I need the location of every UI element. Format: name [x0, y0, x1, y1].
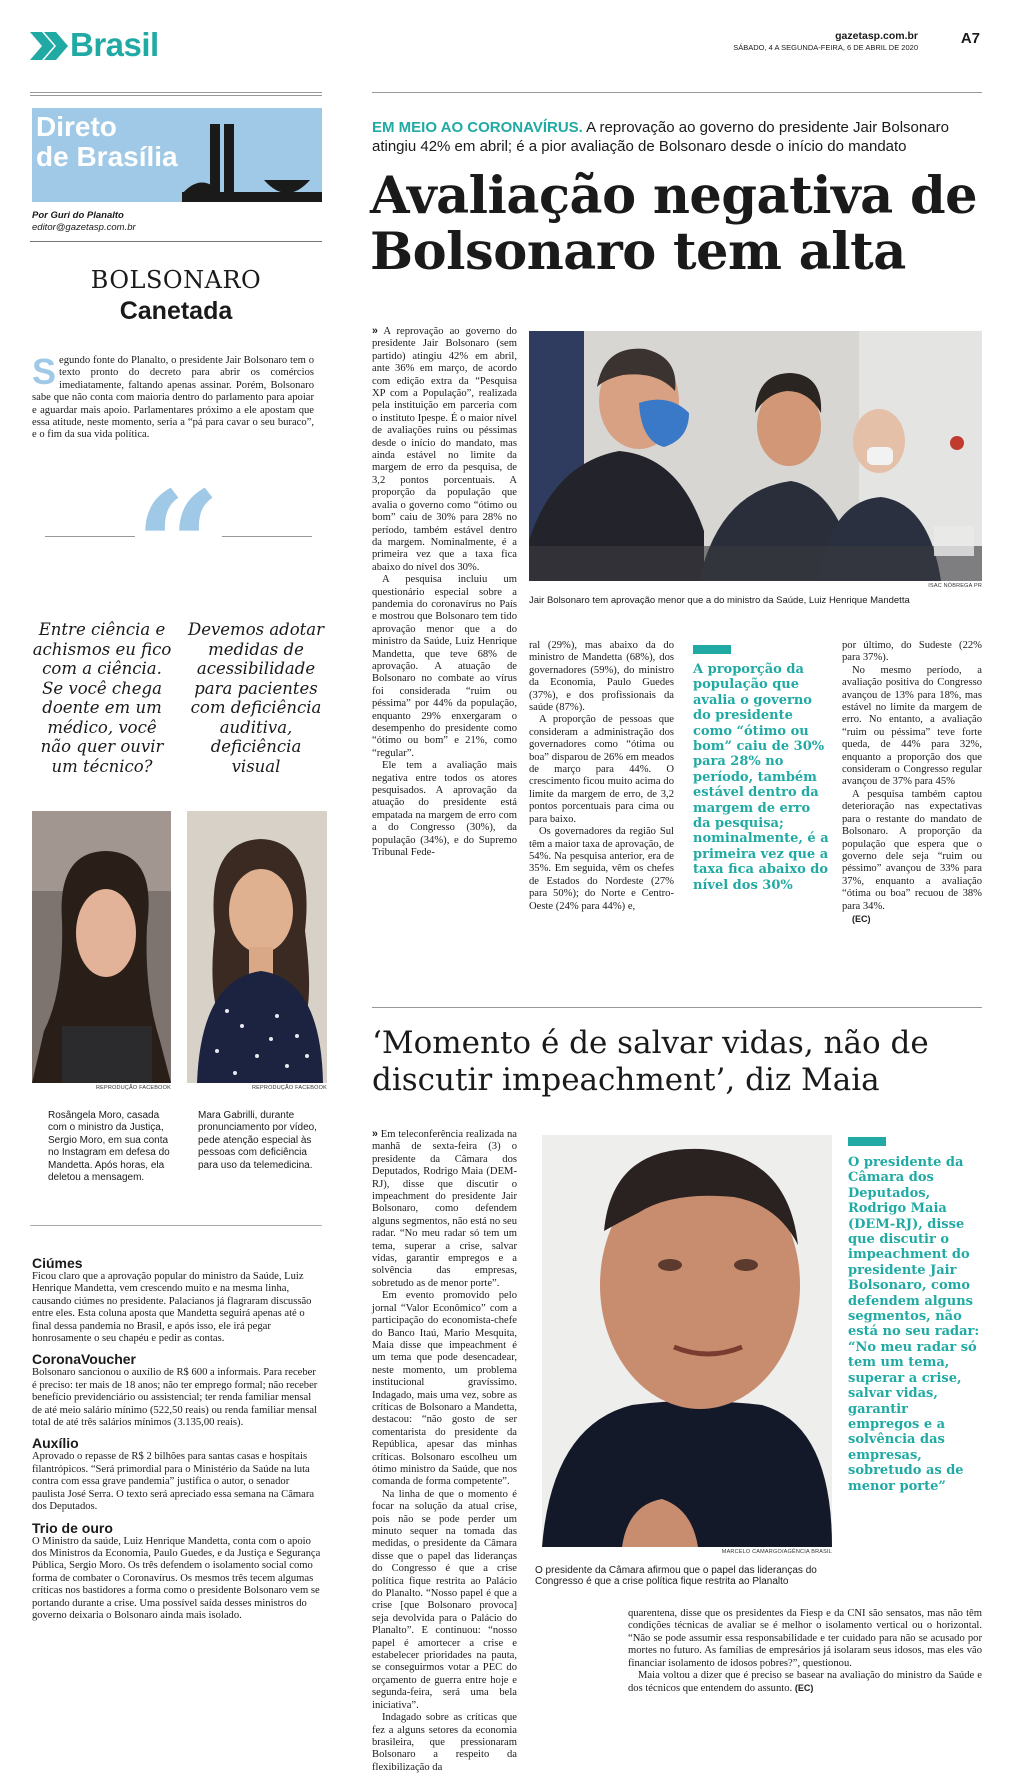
column-notes: [32, 1255, 322, 1628]
article1-kicker: EM MEIO AO CORONAVÍRUS.: [372, 119, 583, 136]
note-trio-de-ouro: Trio de ouro O Ministro da saúde, Luiz Henrique Mandetta, conta com o apoio dos Ministros da Economia, Paulo Guedes, e da Justiça e Segurança Pública, Sergio Moro. Os três defendem o isolamento social como forma de combater o Coronavírus. Os mesmos três tecem algumas críticas nos bastidores a forma como o presidente Bolsonaro vem se portando durante a crise. Uma possível saída desses ministros do governo deixaria o Bolsonaro ainda mais isolado.: [32, 1519, 321, 1621]
photo-credit-right: REPRODUÇÃO FACEBOOK: [251, 1085, 327, 1091]
arrow-icon: »: [372, 1128, 378, 1140]
photo-rosangela-moro: [32, 811, 171, 1083]
dropcap: S: [32, 351, 57, 392]
photo-rodrigo-maia: [542, 1135, 832, 1547]
pull-quote-bar: [693, 645, 731, 654]
article2-photo-credit: MARCELO CAMARGO/AGÊNCIA BRASIL: [721, 1549, 832, 1555]
photo-credit-left: REPRODUÇÃO FACEBOOK: [95, 1085, 171, 1091]
quote-right: Devemos adotar medidas de acessibilidade para pacientes com deficiência auditiva, deficiência visual: [187, 620, 325, 776]
note-ciumes: Ciúmes Ficou claro que a aprovação popular do ministro da Saúde, Luiz Henrique Mandetta, vem crescendo muito e na mesma linha, causando ciúmes no presidente. Palacianos já flagraram discussão entre eles. Esta coluna aposta que Mandetta seguirá apenas até o final dessa pandemia no Brasil, e após isso, ele irá pegar honrosamente o seu chapéu e pedir as contas.: [32, 1255, 312, 1345]
article1-pull-quote: A proporção da população que avalia o governo do presidente como “ótimo ou bom” caiu de 30% para 28% no período, também estável dentro da margem de erro da pesquisa; nominalmente, é a primeira vez que a taxa fica abaixo do nível dos 30%: [693, 662, 829, 893]
article1-col2: ral (29%), mas abaixo da do ministro de Mandetta (68%), dos governadores (59%), do ministro da Economia, Paulo Guedes (37%), e dos profissionais da saúde (87%). A proporção de pessoas que consideram a administração dos governadores como “ótima ou boa” disparou de 26% em meados de março para 44%. O crescimento ficou muito acima do limite da margem de erro, de 3,2 pontos porcentuais para cima ou para baixo. Os governadores da região Sul têm a maior taxa de aprovação, de 54%. Na pesquisa anterior, era de 35%. Em seguida, vêm os chefes de Estados do Nordeste (27% para 50%); do Norte e Centro-Oeste (24% para 44%) e,: [529, 640, 675, 912]
page-number: A7: [960, 30, 980, 47]
article1-caption: Jair Bolsonaro tem aprovação menor que a do ministro da Saúde, Luiz Henrique Mandetta: [529, 595, 910, 606]
article2-signoff: (EC): [794, 1683, 814, 1694]
article1-col4: por último, do Sudeste (22% para 37%). No mesmo período, a avaliação positiva do Congresso avançou de 13% para 18%, mas estável no limite da margem de erro. No entanto, a avaliação “ruim ou péssima” teve forte queda, de 44% para 32%, enquanto a proporção dos que consideram o Congresso regular avançou de 37% para 45% A pesquisa também captou deterioração nas expectativas para o restante do mandato de Bolsonaro. A proporção da população que espera que o governo dele seja “ruim ou péssimo” avançou de 33% para 37%, enquanto a avaliação “ótima ou boa” recuou de 38% para 34%. (EC): [842, 640, 982, 924]
article1-headline: Avaliação negativa de Bolsonaro tem alta: [370, 166, 978, 282]
quote-left: Entre ciência e achismos eu fico com a ciência. Se você chega doente em um médico, você não quer ouvir um técnico?: [32, 620, 172, 776]
article1-photo-credit: ISAC NÓBREGA PR: [928, 583, 982, 589]
column-logo-line2: de Brasília: [36, 141, 178, 172]
arrow-icon: »: [372, 325, 378, 337]
note-coronavoucher: CoronaVoucher Bolsonaro sancionou o auxílio de R$ 600 a informais. Para receber é preciso: ter mais de 18 anos; não ter emprego formal; não receber benefício previdenciário ou assistencial; ter renda familiar mensal de até meio salário mínimo (522,50 reais) ou renda familiar mensal total de até três salários mínimos (3.135,00 reais).: [32, 1351, 318, 1429]
issue-date: SÁBADO, 4 A SEGUNDA-FEIRA, 6 DE ABRIL DE 2020: [733, 43, 918, 52]
column-title: Canetada: [119, 297, 233, 325]
double-chevron-icon: [30, 32, 70, 60]
note-auxilio: Auxílio Aprovado o repasse de R$ 2 bilhões para santas casas e hospitais filantrópicos. “Será primordial para o Ministério da Saúde na luta contra com essa grave pandemia” justifica o autor, o senador paulista José Serra. O texto será apreciado essa semana na Câmara dos Deputados.: [32, 1435, 315, 1513]
column-logo: [32, 108, 322, 202]
photo-bolsonaro-mandetta: [529, 331, 982, 581]
column-email[interactable]: editor@gazetasp.com.br: [32, 222, 136, 233]
quote-mark-icon: “: [134, 459, 222, 635]
article2-col2: quarentena, disse que os presidentes da Fiesp e da CNI são sensatos, mas não têm condições técnicas de avaliar se é melhor o isolamento vertical ou o horizontal. “Não se pode assumir essa responsabilidade e ter cuidado para não se acusado por mortes no futuro. As famílias de empresários já isolaram seus idosos, mas eles vão financiar isolamento de idosos pobres?”, questionou. Maia voltou a dizer que é preciso se basear na avaliação do ministro da Saúde e dos técnicos que entendem do assunto. (EC): [628, 1608, 982, 1695]
article2-col1: » Em teleconferência realizada na manhã de sexta-feira (3) o presidente da Câmara dos Deputados, Rodrigo Maia (DEM-RJ), disse que discutir o impeachment do presidente Jair Bolsonaro, como defendem alguns segmentos, não está no seu radar. “No meu radar só tem um tema, superar a crise, salvar vidas, garantir empregos e a solvência das empresas, sobretudo as de menor porte”. Em evento promovido pelo jornal “Valor Econômico” com a participação do economista-chefe do Banco Itaú, Mario Mesquita, Maia disse que impeachment é um tema que pode desencadear, neste momento, um problema institucional gravíssimo. Indagado, mais uma vez, sobre as críticas de Bolsonaro a Mandetta, destacou: “não gosto de ser comentarista do presidente da República, apesar das minhas críticas. Bolsonaro escolheu um ótimo ministro da Saúde, que nos comanda de forma competente”. Na linha de que o momento é focar na solução da atual crise, pois não se pode perder um minuto sequer na tomada das medidas, o presidente da Câmara disse que o papel das lideranças do Congresso é que a crise política fique restrita ao Palácio do Planalto. “Nosso papel é que a crise [que Bolsonaro provoca] seja devolvida para o Palácio do Planalto”. E continuou: “nosso papel é amortecer a crise e estabelecer prioridades na pauta, se conseguirmos votar a PEC do orçamento de guerra entre hoje e segunda-feira, será uma bela iniciativa”. Indagado sobre as críticas que fez a alguns setores da economia brasileira, que pressionaram Bolsonaro a respeito da flexibilização da: [372, 1128, 517, 1773]
article1-deck: EM MEIO AO CORONAVÍRUS. A reprovação ao governo do presidente Jair Bolsonaro atingiu 42% em abril; é a pior avaliação de Bolsonaro desde o início do mandato: [372, 119, 949, 155]
section-title: Brasil: [70, 26, 159, 63]
site-url: gazetasp.com.br: [835, 30, 918, 42]
section-header: [30, 26, 1000, 70]
article1-col1: » A reprovação ao governo do presidente Jair Bolsonaro (sem partido) atingiu 42% em abril, ante 36% em março, de acordo com edição extra da “Pesquisa XP com a População”, realizada pela instituição em parceria com o instituto Ipespe. É o maior nível de avaliações ruins ou péssimas desde o início do mandato, mas ainda estável no limite da margem de erro da pesquisa, de 3,2 pontos porcentuais. A proporção da população que avalia o governo como “ótimo ou bom” caiu de 30% para 28% no período, também estável dentro da margem. Nominalmente, é a primeira vez que a taxa fica abaixo do nível dos 30%. A pesquisa incluiu um questionário especial sobre a pandemia do coronavírus no País e mostrou que Bolsonaro tem tido aprovação menor que a do ministro da Saúde, Luiz Henrique Mandetta, que teve 68% de aprovação. A atuação de Bolsonaro no combate ao vírus foi considerada “ruim ou péssima” por 44% da população, enquanto 29% enxergaram o desempenho do presidente como “ótimo ou bom” e 21%, como “regular”. Ele tem a avaliação mais negativa entre todos os atores pesquisados. A aprovação da atuação do presidente está empatada na margem de erro com a do Congresso (30%), da população (34%), e do Supremo Tribunal Fede-: [372, 325, 517, 859]
caption-rosangela: Rosângela Moro, casada com o ministro da Justiça, Sergio Moro, em sua conta no Instagram em defesa do Mandetta. Após horas, ela deletou a mensagem.: [48, 1110, 170, 1184]
photo-mara-gabrilli: [187, 811, 327, 1083]
congress-building-icon: [182, 116, 322, 202]
column-kicker: BOLSONARO: [90, 266, 262, 294]
column-author: Por Guri do Planalto: [32, 210, 124, 221]
article2-caption: O presidente da Câmara afirmou que o papel das lideranças do Congresso é que a crise política fique restrita ao Planalto: [535, 1565, 817, 1587]
article1-signoff: (EC): [852, 913, 871, 924]
column-lead: S egundo fonte do Planalto, o presidente Jair Bolsonaro tem o texto pronto do decreto para abrir os comércios imediatamente, faltando apenas assinar. Porém, Bolsonaro sabe que não conta com maioria dentro do parlamento para apoiar e aguardar mais apoio. Parlamentares próximo a ele apostam que essa atitude, neste momento, seria a “pá para cavar o seu buraco”, e o fim da sua vida política.: [32, 351, 314, 441]
article2-pull-quote: O presidente da Câmara dos Deputados, Rodrigo Maia (DEM-RJ), disse que discutir o impeachment do presidente Jair Bolsonaro, como defendem alguns segmentos, não está no seu radar: “No meu radar só tem um tema, superar a crise, salvar vidas, garantir empregos e a solvência das empresas, sobretudo as de menor porte”: [848, 1155, 980, 1494]
pull-quote-bar: [848, 1137, 886, 1146]
caption-mara: Mara Gabrilli, durante pronunciamento por vídeo, pede atenção especial às pessoas com deficiência para uso da telemedicina.: [198, 1110, 317, 1171]
column-logo-line1: Direto: [36, 111, 117, 142]
article2-headline: ‘Momento é de salvar vidas, não de discutir impeachment’, diz Maia: [372, 1025, 929, 1098]
